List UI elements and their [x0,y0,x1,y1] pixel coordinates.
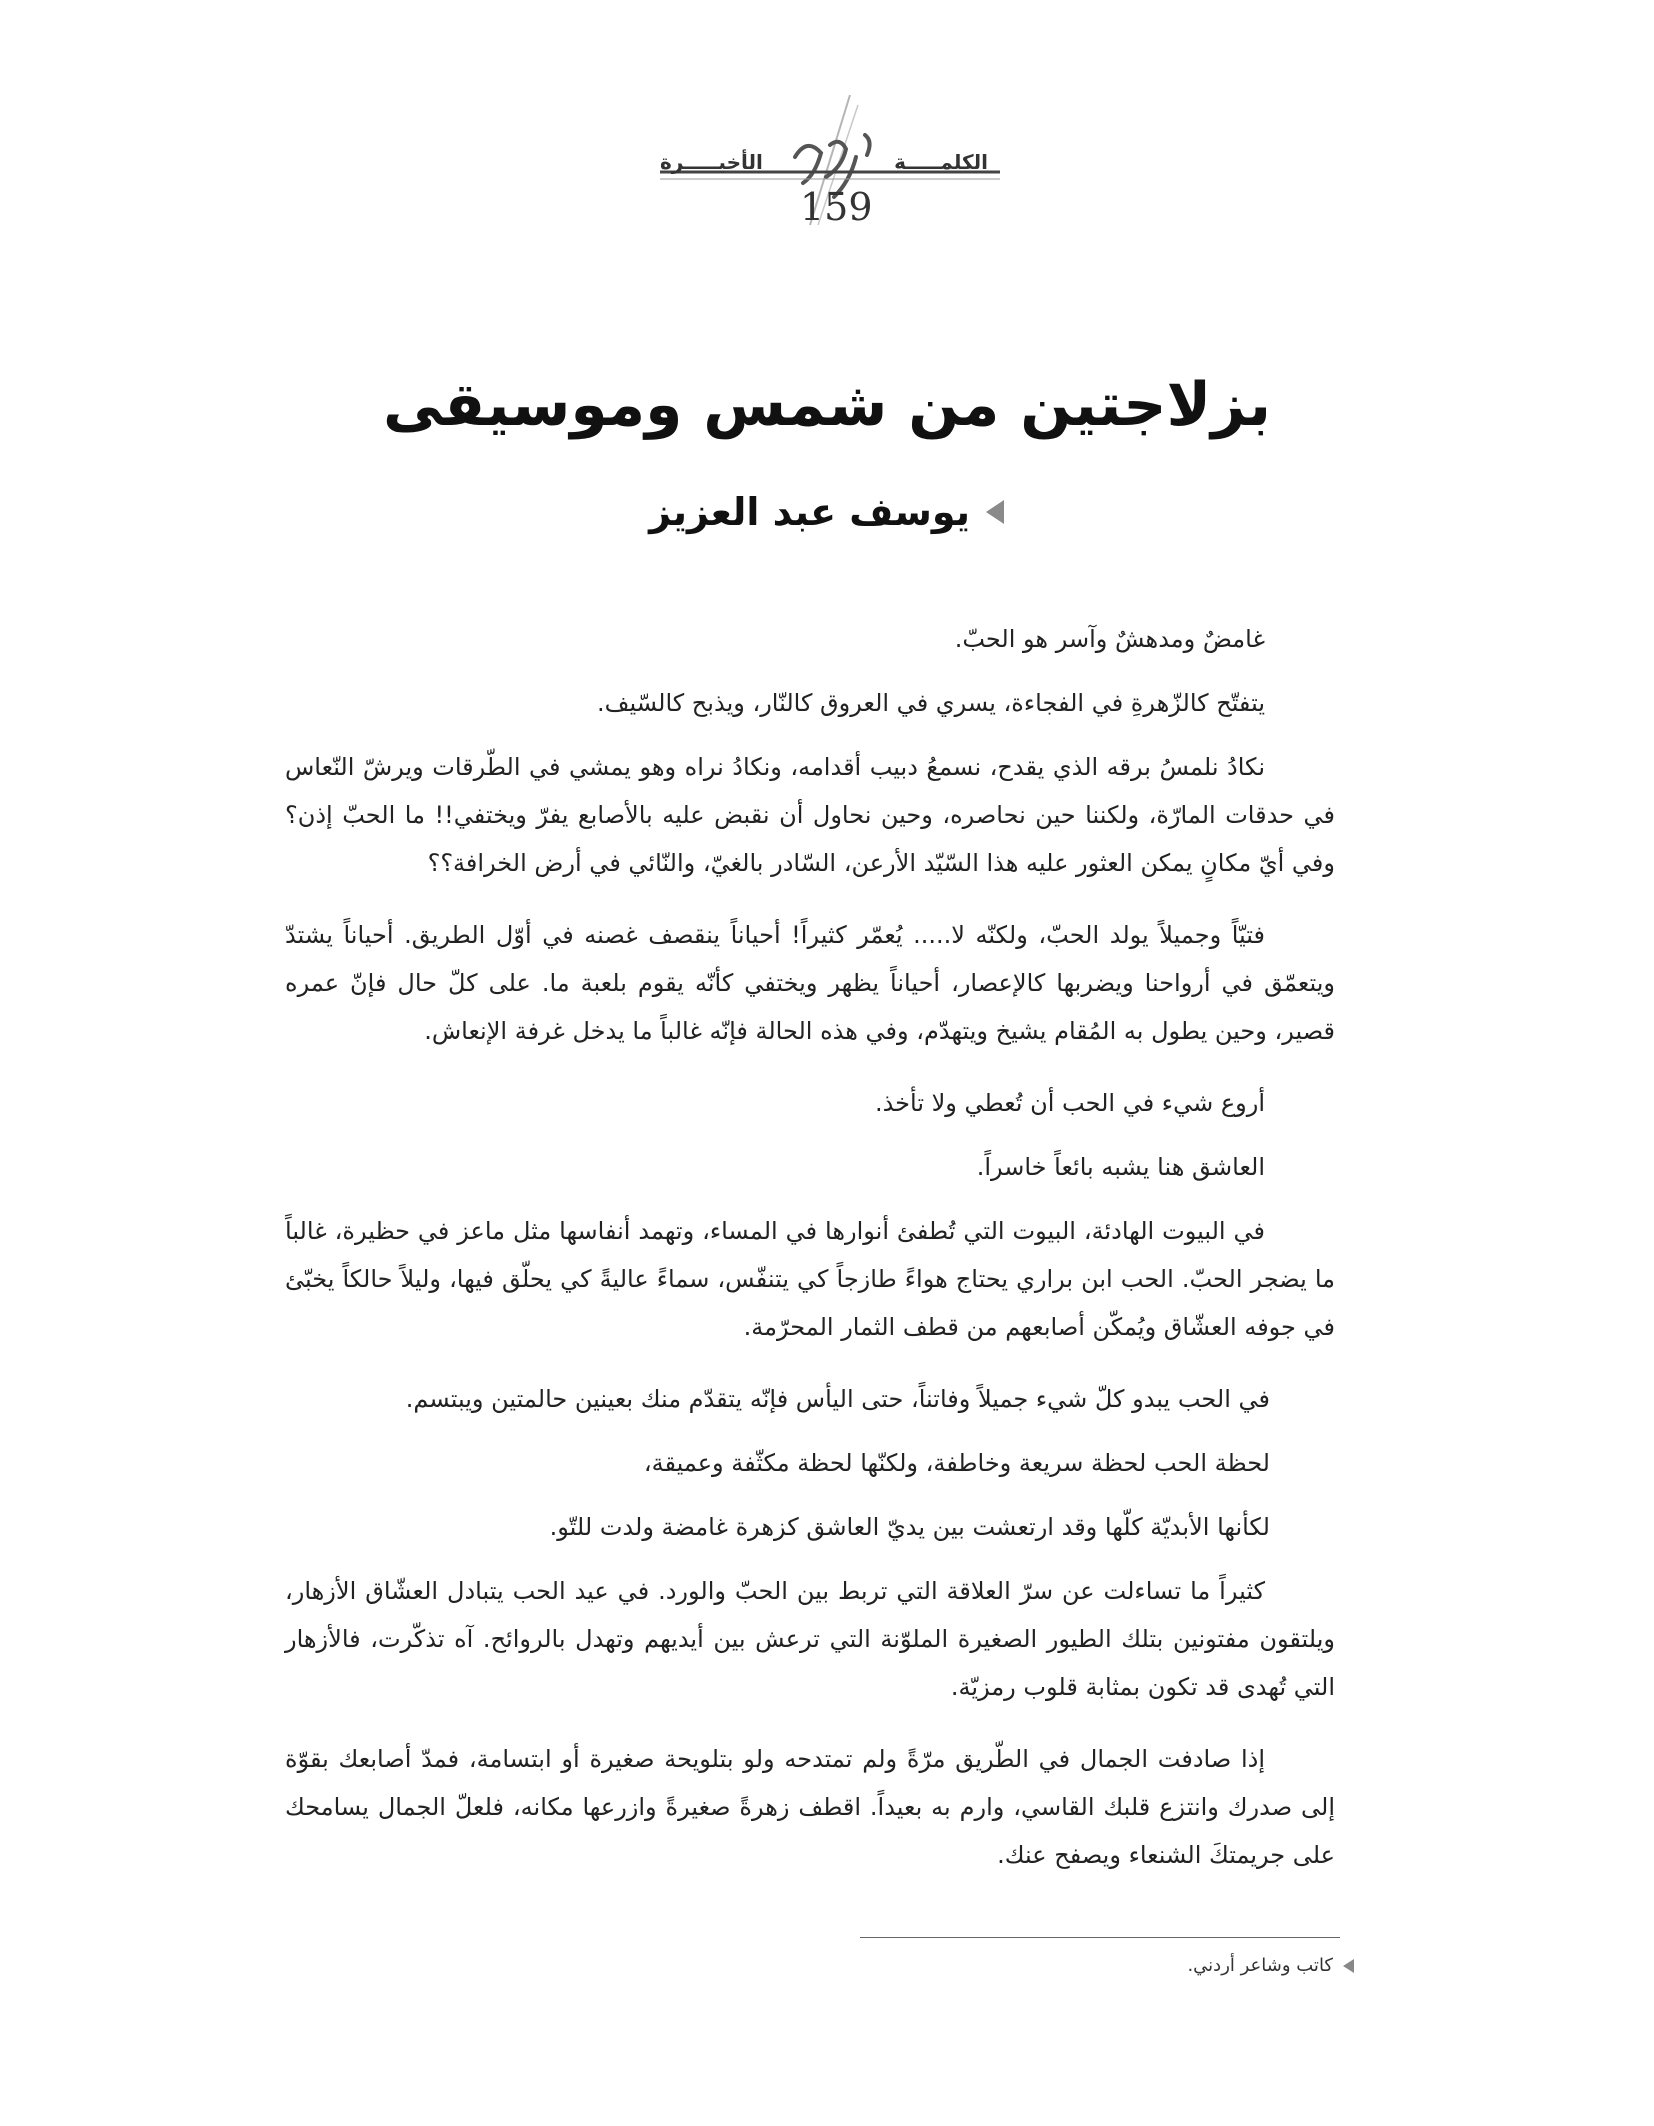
header-section-label-left: الأخيـــــرة [660,150,763,174]
paragraph: كثيراً ما تساءلت عن سرّ العلاقة التي تربط بين الحبّ والورد. في عيد الحب يتبادل العشّاق الأزهار، ويلتقون مفتونين بتلك الطيور الصغيرة الملوّنة التي ترعش بين أيديهم وتهدل بالروائح. آه تذكّرت، فالأزهار التي تُهدى قد تكون بمثابة قلوب رمزيّة. [285,1577,1335,1701]
triangle-marker-icon [1343,1959,1354,1973]
paragraph: نكادُ نلمسُ برقه الذي يقدح، نسمعُ دبيب أقدامه، ونكادُ نراه وهو يمشي في الطّرقات ويرشّ النّعاس في حدقات المارّة، ولكننا حين نحاصره، وحين نحاول أن نقبض عليه بالأصابع يفرّ ويختفي!! ما الحبّ إذن؟ وفي أيّ مكانٍ يمكن العثور عليه هذا السّيّد الأرعن، السّادر بالغيّ، والنّائي في أرض الخرافة؟؟ [285,753,1335,877]
article-title: بزلاجتين من شمس وموسيقى [382,370,1272,440]
header-section-label-right: الكلمـــــة [894,150,988,174]
paragraph: غامضٌ ومدهشٌ وآسر هو الحبّ. [954,625,1265,653]
paragraph: لكأنها الأبديّة كلّها وقد ارتعشت بين يديّ العاشق كزهرة غامضة ولدت للتّو. [549,1513,1270,1541]
article-body [285,615,1335,1903]
paragraph: إذا صادفت الجمال في الطّريق مرّةً ولم تمتدحه ولو بتلويحة صغيرة أو ابتسامة، فمدّ أصابعك بقوّة إلى صدرك وانتزع قلبك القاسي، وارم به بعيداً. اقطف زهرةً صغيرةً وازرعها مكانه، فلعلّ الجمال يسامحك على جريمتكَ الشنعاء ويصفح عنك. [285,1745,1335,1869]
footnote-divider [860,1937,1340,1938]
paragraph: في البيوت الهادئة، البيوت التي تُطفئ أنوارها في المساء، وتهمد أنفاسها مثل ماعز في حظيرة، غالباً ما يضجر الحبّ. الحب ابن براري يحتاج هواءً طازجاً كي يتنفّس، سماءً عاليةً كي يحلّق فيها، وليلاً حالكاً يخبّئ في جوفه العشّاق ويُمكّن أصابعهم من قطف الثمار المحرّمة. [285,1217,1335,1341]
footnote-text: كاتب وشاعر أردني. [1187,1955,1333,1976]
page-number: 159 [800,185,873,229]
author-name: يوسف عبد العزيز [649,490,970,534]
footnote [1187,1955,1354,1976]
paragraph: في الحب يبدو كلّ شيء جميلاً وفاتناً، حتى اليأس فإنّه يتقدّم منك بعينين حالمتين ويبتسم. [405,1385,1270,1413]
triangle-marker-icon [986,500,1004,524]
paragraph: العاشق هنا يشبه بائعاً خاسراً. [976,1153,1265,1181]
author-byline [649,490,1004,534]
paragraph: أروع شيء في الحب أن تُعطي ولا تأخذ. [874,1089,1265,1117]
paragraph: يتفتّح كالزّهرةِ في الفجاءة، يسري في العروق كالنّار، ويذبح كالسّيف. [597,689,1265,717]
paragraph: فتيّاً وجميلاً يولد الحبّ، ولكنّه لا..... يُعمّر كثيراً! أحياناً ينقصف غصنه في أوّل الطريق. أحياناً يشتدّ ويتعمّق في أرواحنا ويضربها كالإعصار، أحياناً يظهر ويختفي كأنّه يقوم بلعبة ما. على كلّ حال فإنّ عمره قصير، وحين يطول به المُقام يشيخ ويتهدّم، وفي هذه الحالة فإنّه غالباً ما يدخل غرفة الإنعاش. [285,921,1335,1045]
paragraph: لحظة الحب لحظة سريعة وخاطفة، ولكنّها لحظة مكثّفة وعميقة، [643,1449,1270,1477]
